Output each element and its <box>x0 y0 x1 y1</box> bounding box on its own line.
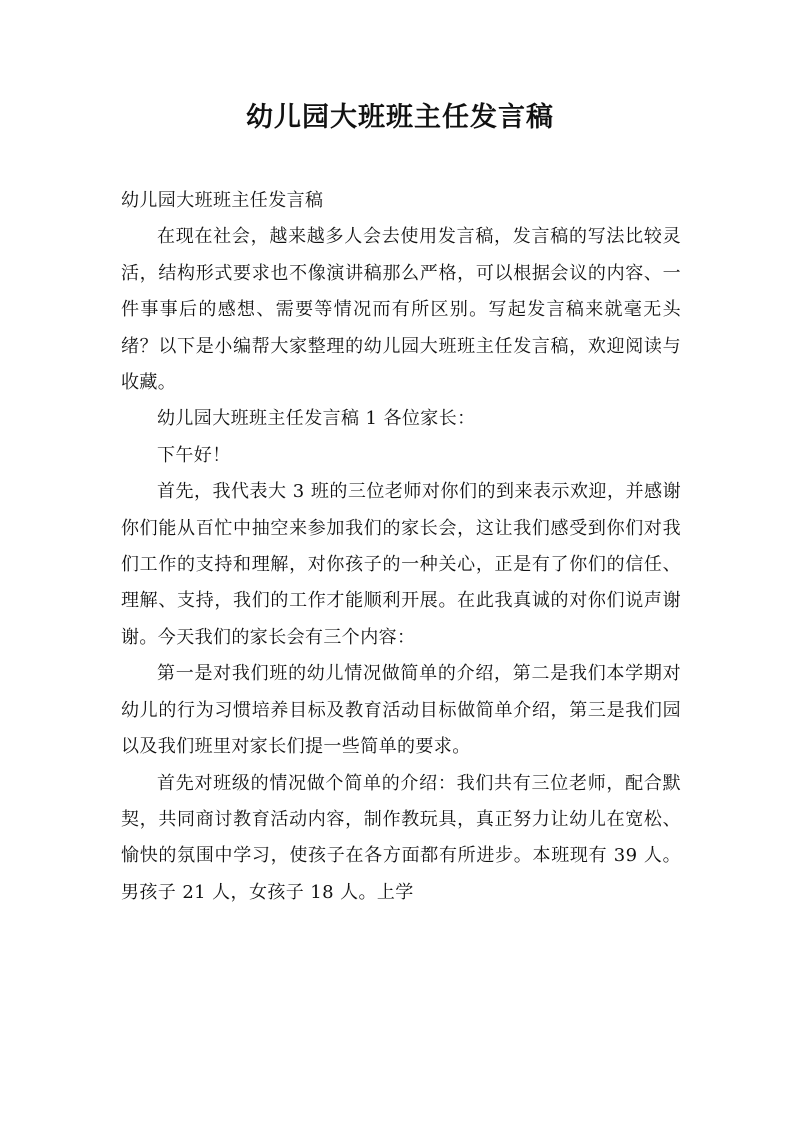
paragraph-class-intro: 首先对班级的情况做个简单的介绍：我们共有三位老师，配合默契，共同商讨教育活动内容，制作教玩具，真正努力让幼儿在宽松、愉快的氛围中学习，使孩子在各方面都有所进步。本班现有 39 人。男孩子 21 人，女孩子 18 人。上学 <box>121 772 681 903</box>
document-title: 幼儿园大班班主任发言稿 <box>246 102 554 133</box>
paragraph-agenda: 第一是对我们班的幼儿情况做简单的介绍，第二是我们本学期对幼儿的行为习惯培养目标及教育活动目标做简单介绍，第三是我们园以及我们班里对家长们提一些简单的要求。 <box>121 663 681 758</box>
paragraph-intro: 在现在社会，越来越多人会去使用发言稿，发言稿的写法比较灵活，结构形式要求也不像演讲稿那么严格，可以根据会议的内容、一件事事后的感想、需要等情况而有所区别。写起发言稿来就毫无头绪？以下是小编帮大家整理的幼儿园大班班主任发言稿，欢迎阅读与收藏。 <box>121 226 681 394</box>
paragraph-welcome: 首先，我代表大 3 班的三位老师对你们的到来表示欢迎，并感谢你们能从百忙中抽空来参加我们的家长会，这让我们感受到你们对我们工作的支持和理解，对你孩子的一种关心，正是有了你们的信任、理解、支持，我们的工作才能顺利开展。在此我真诚的对你们说声谢谢。今天我们的家长会有三个内容： <box>121 481 681 648</box>
paragraph-greeting-title: 幼儿园大班班主任发言稿 1 各位家长： <box>157 408 476 430</box>
document-body <box>121 183 681 911</box>
paragraph-heading: 幼儿园大班班主任发言稿 <box>121 190 324 211</box>
paragraph-greeting: 下午好！ <box>157 444 231 466</box>
